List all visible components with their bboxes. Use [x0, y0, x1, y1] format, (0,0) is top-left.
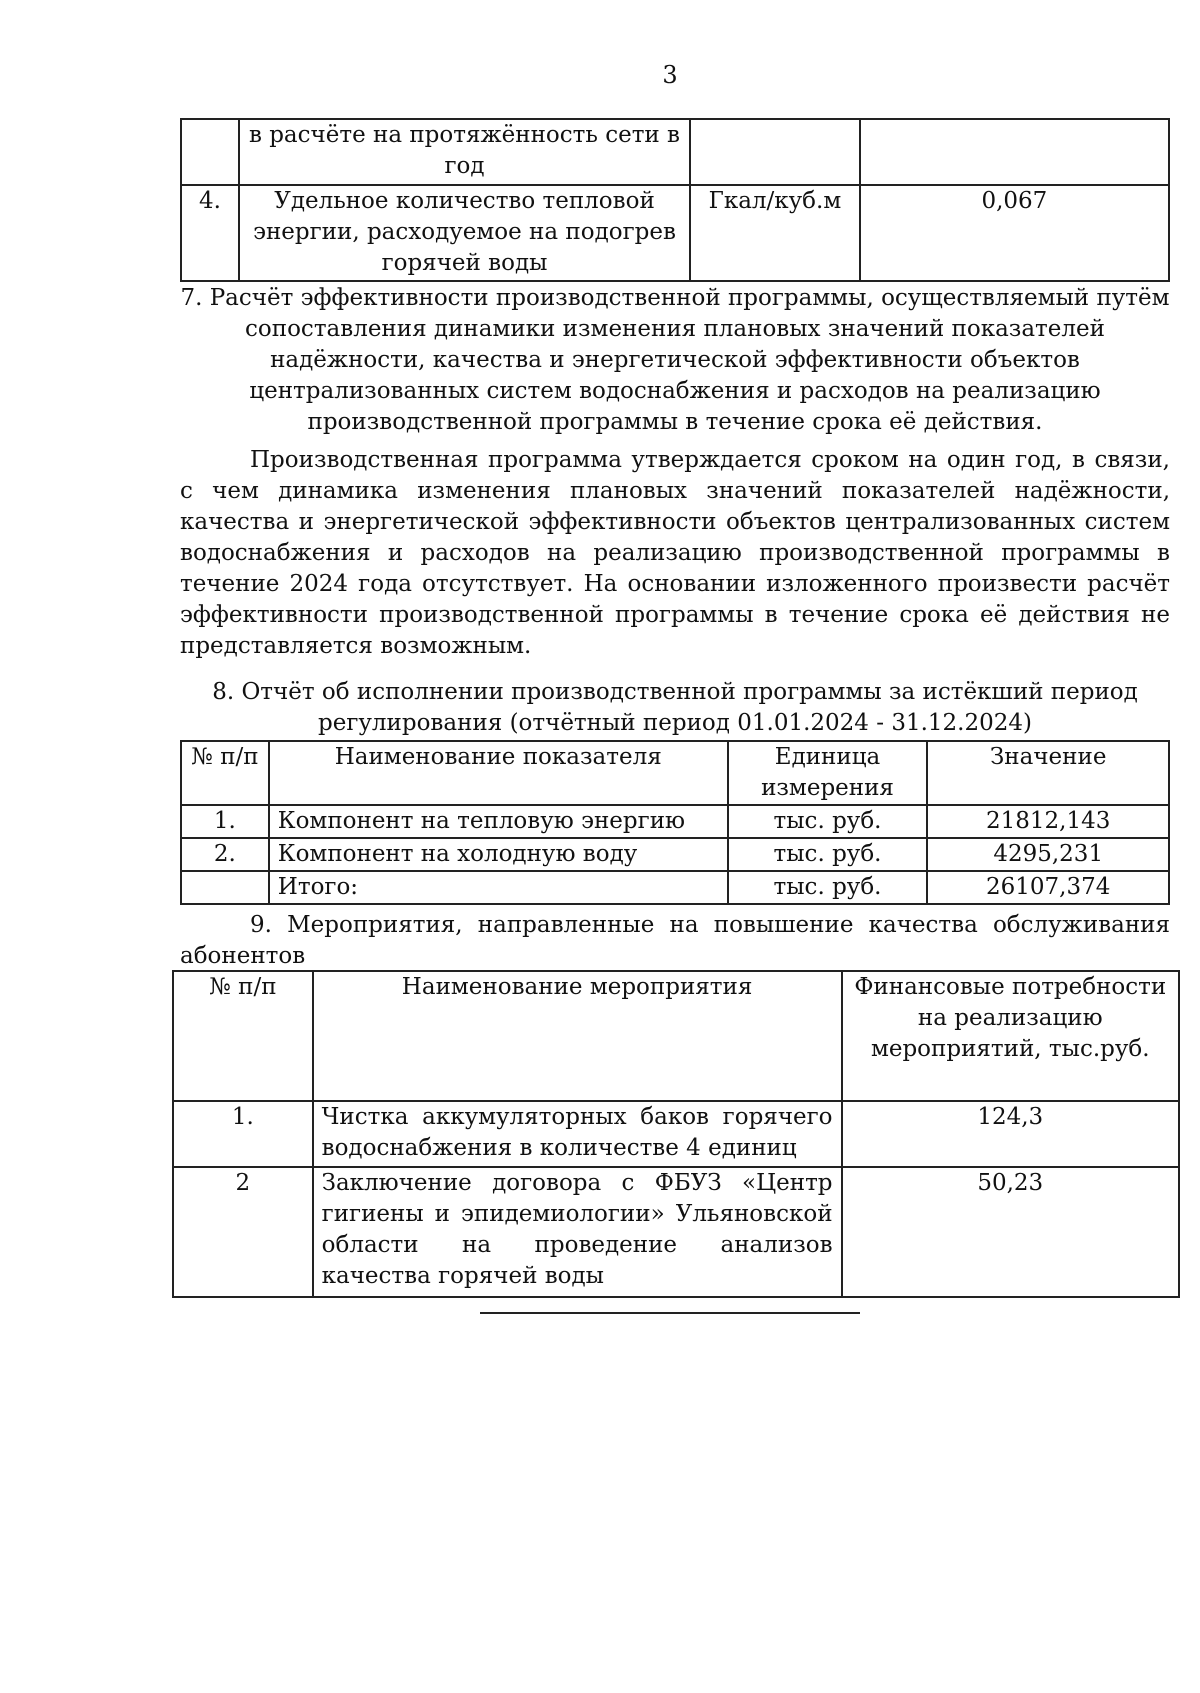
row-number — [181, 119, 239, 185]
measures-table — [172, 970, 1180, 1298]
header-finance: Финансовые потребности на реализацию мероприятий, тыс.руб. — [842, 971, 1179, 1101]
header-num: № п/п — [173, 971, 313, 1101]
measure-finance: 50,23 — [842, 1167, 1179, 1297]
indicator-value: 4295,231 — [927, 838, 1169, 871]
row-number: 2 — [173, 1167, 313, 1297]
header-value: Значение — [927, 741, 1169, 805]
section-9-heading: 9. Мероприятия, направленные на повышение качества обслуживания абонентов — [180, 912, 1170, 969]
section-7-body — [180, 445, 1170, 662]
section-9-heading-block — [180, 910, 1170, 972]
page-number: 3 — [662, 61, 678, 89]
table-row — [181, 838, 1169, 871]
header-num: № п/п — [181, 741, 269, 805]
header-unit: Единица измерения — [728, 741, 928, 805]
indicator-value: 26107,374 — [927, 871, 1169, 904]
table-row-total — [181, 871, 1169, 904]
row-number: 1. — [173, 1101, 313, 1167]
section-8-heading: 8. Отчёт об исполнении производственной программы за истёкший период регулирования (отчётный период 01.01.2024 - 31.12.2024) — [212, 679, 1138, 736]
indicator-name: Итого: — [269, 871, 728, 904]
table-row — [181, 185, 1169, 281]
table-row — [181, 805, 1169, 838]
measure-finance: 124,3 — [842, 1101, 1179, 1167]
table-row — [181, 119, 1169, 185]
table-header-row — [181, 741, 1169, 805]
table-row — [173, 1167, 1179, 1297]
measure-name: Чистка аккумуляторных баков горячего водоснабжения в количестве 4 единиц — [313, 1101, 842, 1167]
indicator-value: 0,067 — [860, 185, 1169, 281]
section-8-heading-block — [180, 677, 1170, 739]
row-number: 2. — [181, 838, 269, 871]
indicator-unit: тыс. руб. — [728, 805, 928, 838]
indicators-table-continued — [180, 118, 1170, 282]
header-name: Наименование показателя — [269, 741, 728, 805]
indicator-unit — [690, 119, 860, 185]
indicator-name: Компонент на холодную воду — [269, 838, 728, 871]
row-number — [181, 871, 269, 904]
indicator-value — [860, 119, 1169, 185]
report-table — [180, 740, 1170, 905]
indicator-name: Компонент на тепловую энергию — [269, 805, 728, 838]
table-row — [173, 1101, 1179, 1167]
end-divider — [480, 1312, 860, 1314]
measure-name: Заключение договора с ФБУЗ «Центр гигиены и эпидемиологии» Ульяновской области на проведение анализов качества горячей воды — [313, 1167, 842, 1297]
section-7-heading: 7. Расчёт эффективности производственной программы, осуществляемый путём сопоставления динамики изменения плановых значений показателей надёжности, качества и энергетической эффективности объектов централизованных систем водоснабжения и расходов на реализацию производственной программы в течение срока её действия. — [180, 285, 1170, 435]
row-number: 1. — [181, 805, 269, 838]
table-header-row — [173, 971, 1179, 1101]
indicator-name: Удельное количество тепловой энергии, расходуемое на подогрев горячей воды — [239, 185, 690, 281]
row-number: 4. — [181, 185, 239, 281]
indicator-unit: тыс. руб. — [728, 838, 928, 871]
indicator-value: 21812,143 — [927, 805, 1169, 838]
indicator-unit: тыс. руб. — [728, 871, 928, 904]
section-7-paragraph: Производственная программа утверждается сроком на один год, в связи, с чем динамика изменения плановых значений показателей надёжности, качества и энергетической эффективности объектов централизованных систем водоснабжения и расходов на реализацию производственной программы в течение 2024 года отсутствует. На основании изложенного произвести расчёт эффективности производственной программы в течение срока её действия не представляется возможным. — [180, 447, 1170, 659]
section-7-heading-block — [180, 283, 1170, 438]
header-name: Наименование мероприятия — [313, 971, 842, 1101]
indicator-unit: Гкал/куб.м — [690, 185, 860, 281]
indicator-name: в расчёте на протяжённость сети в год — [239, 119, 690, 185]
